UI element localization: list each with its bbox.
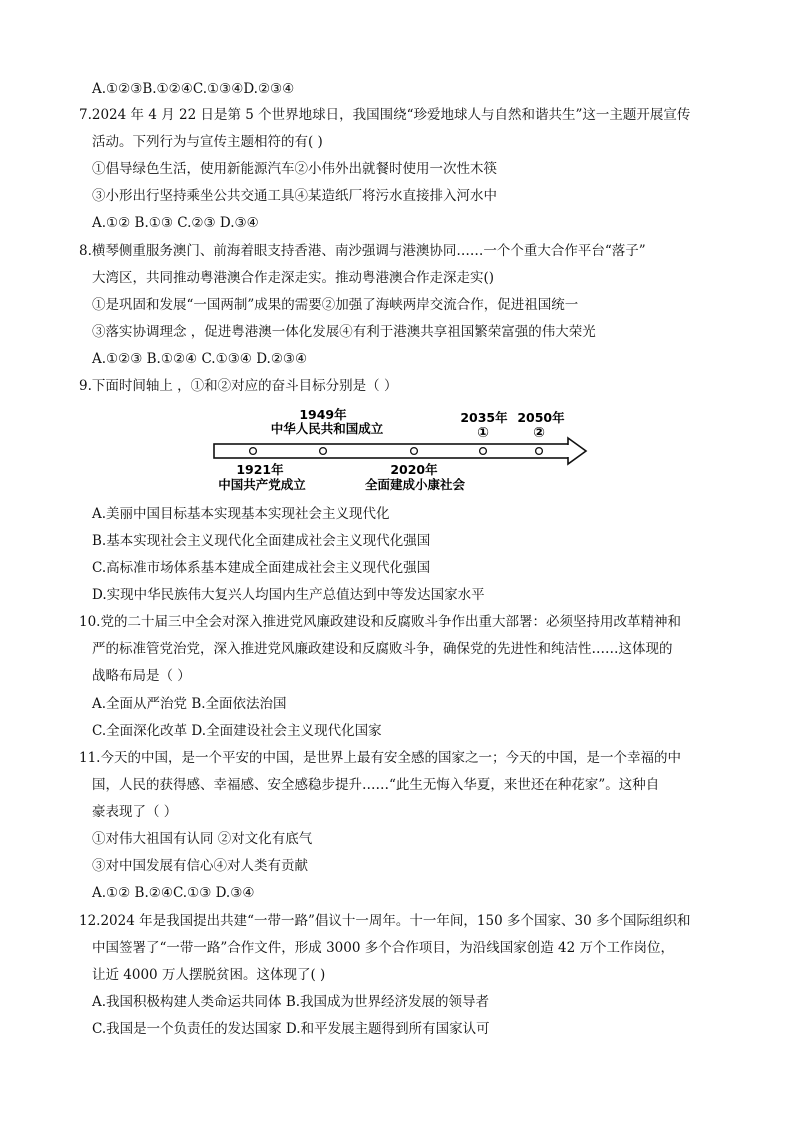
timeline-label-2020: 全面建成小康社会 <box>364 477 466 492</box>
q11-stem-line2: 国，人民的获得感、幸福感、安全感稳步提升……“此生无悔入华夏，来世还在种花家”。这种自 <box>92 777 660 793</box>
q7-item2: ③小形出行坚持乘坐公共交通工具④某造纸厂将污水直接排入河水中 <box>92 188 497 204</box>
q7-stem-line1: 7.2024 年 4 月 22 日是第 5 个世界地球日，我国围绕“珍爱地球人与自然和谐共生”这一主题开展宣传 <box>79 107 691 123</box>
q8-stem-line2: 大湾区，共同推动粤港澳合作走深走实。推动粤港澳合作走深走实() <box>92 270 495 286</box>
q10-stem-line1: 10.党的二十届三中全会对深入推进党风廉政建设和反腐败斗争作出重大部署：必须坚持用改革精神和 <box>79 614 681 630</box>
q10-options-line1: A.全面从严治党 B.全面依法治国 <box>92 696 287 712</box>
timeline-mark-1: ① <box>477 425 489 441</box>
timeline-label-1921: 中国共产党成立 <box>218 477 306 492</box>
q7-stem-line2: 活动。下列行为与宣传主题相符的有( ) <box>92 134 323 150</box>
timeline-year-1921: 1921年 <box>236 462 284 477</box>
q11-item2: ③对中国发展有信心④对人类有贡献 <box>92 858 308 874</box>
q9-stem: 9.下面时间轴上 ，①和②对应的奋斗目标分别是（ ） <box>79 378 398 394</box>
timeline-year-2035: 2035年 <box>460 410 508 425</box>
timeline-node-1949 <box>320 448 327 455</box>
q12-stem-line1: 12.2024 年是我国提出共建“一带一路”倡议十一周年。十一年间，150 多个国家、30 多个国际组织和 <box>79 913 691 929</box>
q8-options: A.①②③ B.①②④ C.①③④ D.②③④ <box>92 351 308 367</box>
timeline-node-1921 <box>250 448 257 455</box>
q9-option-c: C.高标准市场体系基本建成全面建成社会主义现代化强国 <box>92 560 431 576</box>
timeline-mark-2: ② <box>533 425 545 441</box>
q12-options-line2: C.我国是一个负责任的发达国家 D.和平发展主题得到所有国家认可 <box>92 1021 490 1037</box>
q11-options: A.①② B.②④C.①③ D.③④ <box>92 885 255 901</box>
q11-stem-line3: 豪表现了（ ） <box>92 804 178 820</box>
q12-options-line1: A.我国积极构建人类命运共同体 B.我国成为世界经济发展的领导者 <box>92 994 490 1010</box>
timeline-year-2050: 2050年 <box>517 410 565 425</box>
q10-stem-line3: 战略布局是（ ） <box>92 668 191 684</box>
q9-option-d: D.实现中华民族伟大复兴人均国内生产总值达到中等发达国家水平 <box>92 587 485 603</box>
q11-stem-line1: 11.今天的中国，是一个平安的中国，是世界上最有安全感的国家之一；今天的中国，是一个幸福的中 <box>79 750 681 766</box>
q8-item1: ①是巩固和发展“一国两制”成果的需要②加强了海峡两岸交流合作，促进祖国统一 <box>92 297 579 313</box>
q10-stem-line2: 严的标准管党治党，深入推进党风廉政建设和反腐败斗争，确保党的先进性和纯洁性……这体现的 <box>92 641 673 657</box>
timeline-year-2020: 2020年 <box>390 462 438 477</box>
q12-stem-line2: 中国签署了“一带一路”合作文件，形成 3000 多个合作项目，为沿线国家创造 42 万个工作岗位， <box>92 940 675 956</box>
timeline-node-2020 <box>411 448 418 455</box>
q10-options-line2: C.全面深化改革 D.全面建设社会主义现代化国家 <box>92 723 382 739</box>
timeline-node-2050 <box>536 448 543 455</box>
q8-item2: ③落实协调理念 ，促进粤港澳一体化发展④有利于港澳共享祖国繁荣富强的伟大荣光 <box>92 324 596 340</box>
timeline-figure <box>200 400 600 500</box>
q9-option-b: B.基本实现社会主义现代化全面建成社会主义现代化强国 <box>92 533 431 549</box>
timeline-node-2035 <box>480 448 487 455</box>
timeline-label-1949: 中华人民共和国成立 <box>270 421 384 436</box>
timeline-year-1949: 1949年 <box>299 407 347 422</box>
q7-options: A.①② B.①③ C.②③ D.③④ <box>92 215 259 231</box>
q12-stem-line3: 让近 4000 万人摆脱贫困。这体现了( ) <box>92 967 326 983</box>
timeline-arrow <box>214 438 586 464</box>
q8-stem-line1: 8.横琴侧重服务澳门、前海着眼支持香港、南沙强调与港澳协同……一个个重大合作平台“落子” <box>79 243 646 259</box>
q7-item1: ①倡导绿色生活，使用新能源汽车②小伟外出就餐时使用一次性木筷 <box>92 161 497 177</box>
q11-item1: ①对伟大祖国有认同 ②对文化有底气 <box>92 831 313 847</box>
q9-option-a: A.美丽中国目标基本实现基本实现社会主义现代化 <box>92 506 390 522</box>
q6-options: A.①②③B.①②④C.①③④D.②③④ <box>92 81 295 97</box>
